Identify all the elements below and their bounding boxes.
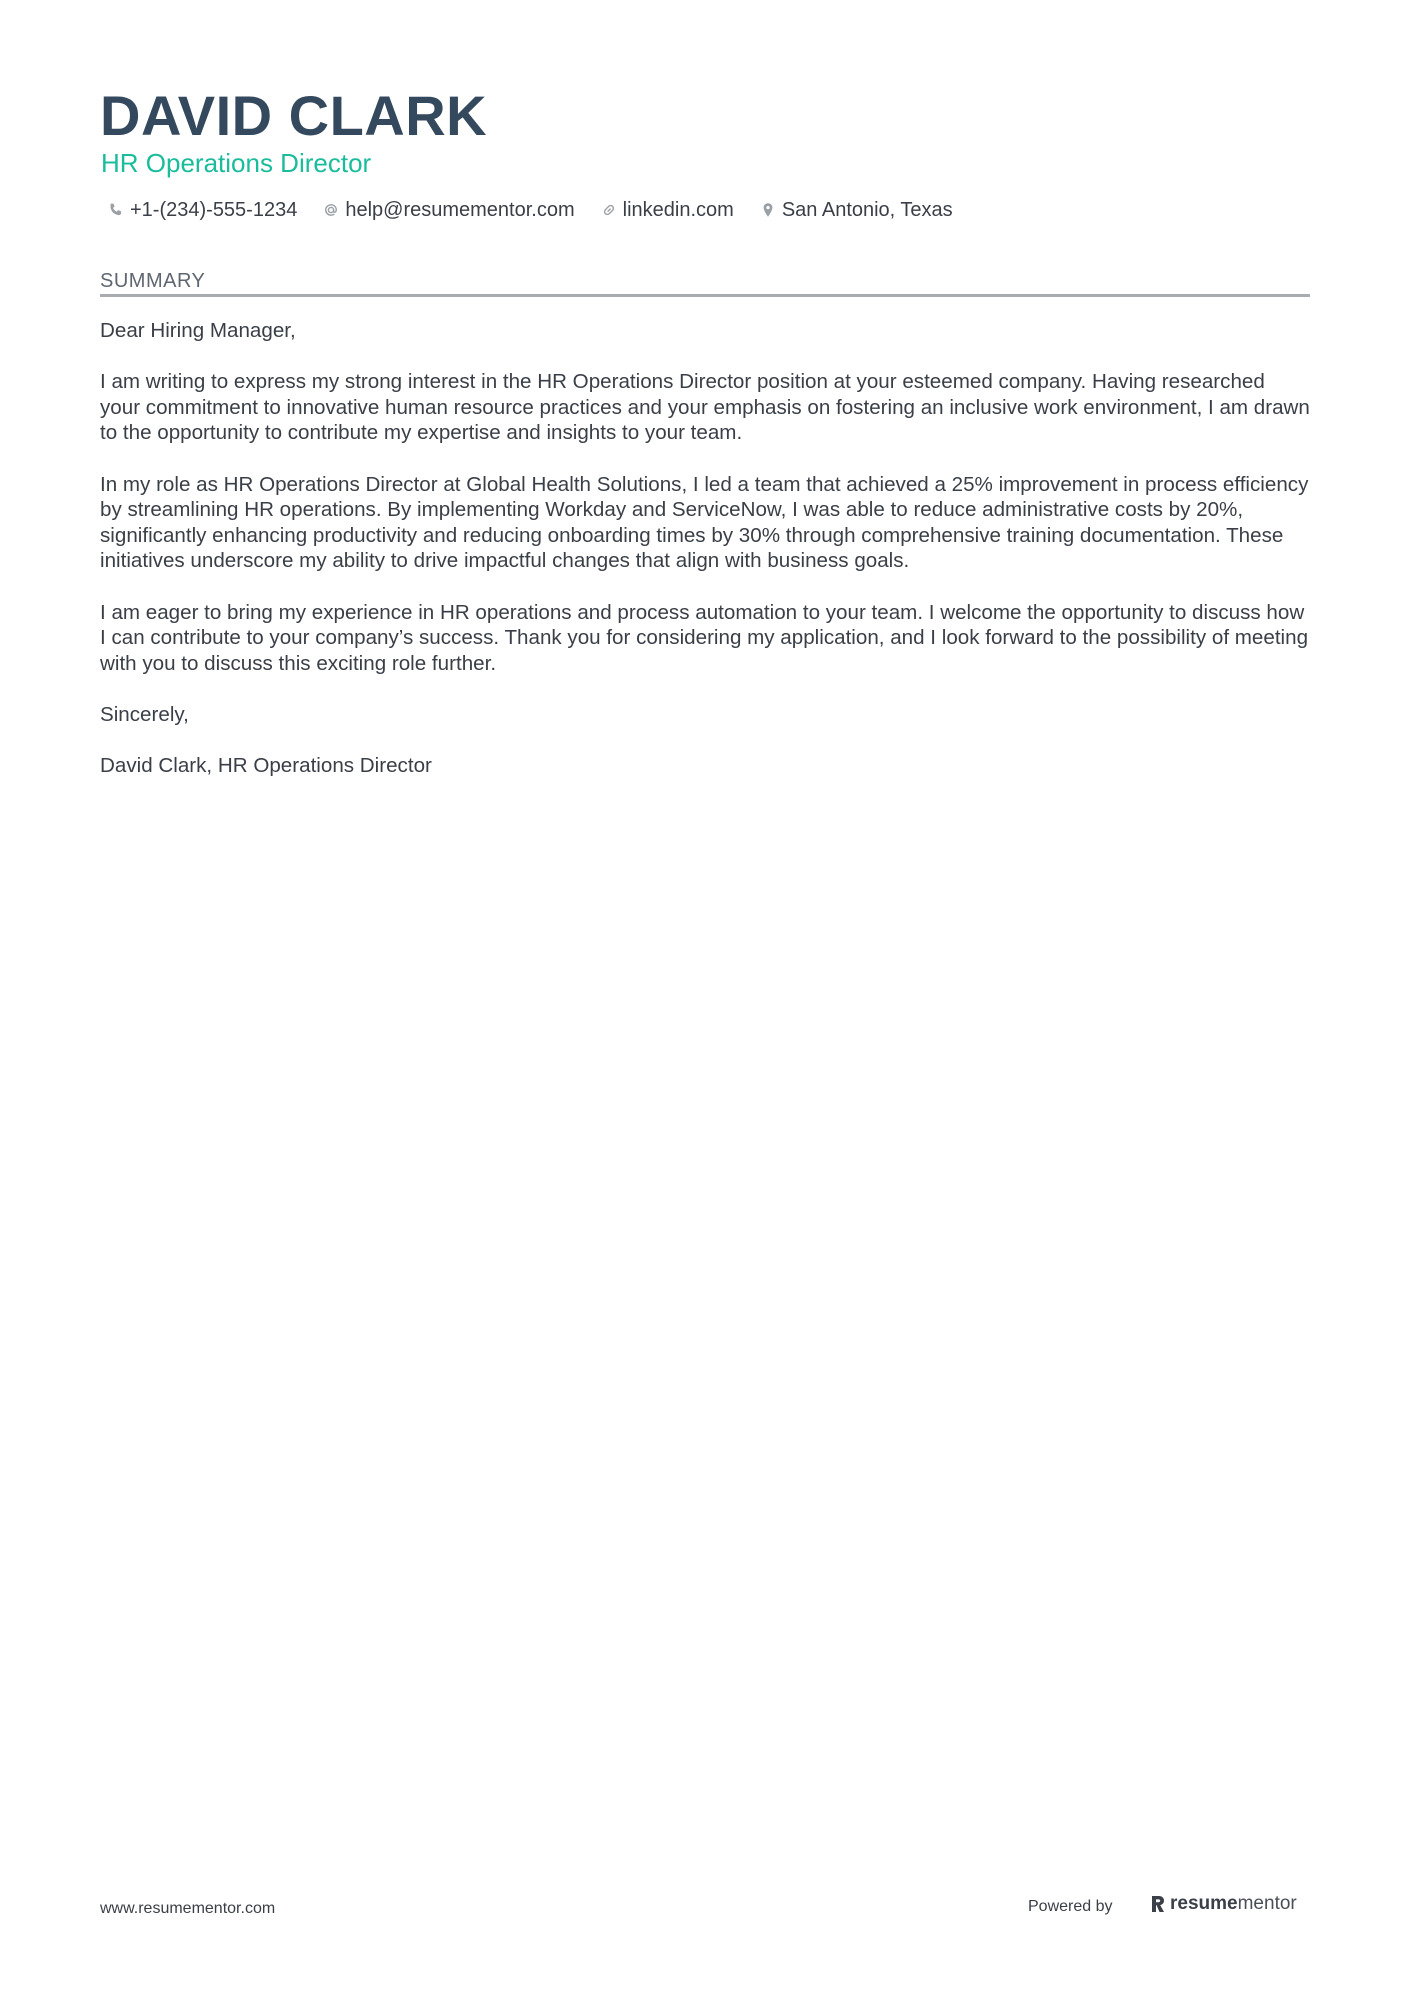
contact-linkedin-text: linkedin.com [622,199,734,221]
location-pin-icon [760,202,776,218]
footer-website-link[interactable]: www.resumementor.com [100,1900,276,1917]
contact-location-text: San Antonio, Texas [781,199,953,221]
footer-powered-by: Powered by [1028,1898,1113,1915]
candidate-name: DAVID CLARK [100,84,488,147]
contact-phone-text: +1-(234)-555-1234 [130,199,298,221]
letter-closing: Sincerely, [100,702,189,726]
contact-email-text: help@resumementor.com [345,199,575,221]
brand-text-bold: resume [1170,1893,1238,1914]
contact-phone[interactable] [108,196,297,224]
resumementor-logo-icon [1150,1894,1166,1914]
at-icon [323,202,339,218]
contact-email[interactable] [323,196,574,224]
footer-brand-logo[interactable] [1150,1893,1297,1915]
letter-signature: David Clark, HR Operations Director [100,754,432,778]
letter-paragraph: In my role as HR Operations Director at Global Health Solutions, I led a team that achieved a 25% improvement in process efficiency by streamlining HR operations. By implementing Workday and ServiceNow, I was able to reduce administrative costs by 20%, significantly enhancing productivity and reducing onboarding times by 30% through comprehensive training documentation. These initiatives underscore my ability to drive impactful changes that align with business goals. [100,472,1309,573]
letter-paragraph: I am writing to express my strong interest in the HR Operations Director position at your esteemed company. Having researched your commitment to innovative human resource practices and your emphasis on fostering an inclusive work environment, I am drawn to the opportunity to contribute my expertise and insights to your team. [100,370,1310,445]
link-icon [601,202,617,218]
brand-text-light: mentor [1237,1893,1297,1914]
contact-linkedin[interactable] [601,196,734,224]
phone-icon [108,202,124,218]
candidate-role: HR Operations Director [101,148,372,178]
letter-salutation: Dear Hiring Manager, [100,319,296,342]
contact-bar [108,196,953,224]
section-title-summary: SUMMARY [100,270,206,292]
letter-body [100,318,1310,804]
contact-location [760,196,953,224]
letter-paragraph: I am eager to bring my experience in HR operations and process automation to your team. I welcome the opportunity to discuss how I can contribute to your company’s success. Thank you for considering my application, and I look forward to the possibility of meeting with you to discuss this exciting role further. [100,600,1309,675]
section-divider [100,294,1310,297]
